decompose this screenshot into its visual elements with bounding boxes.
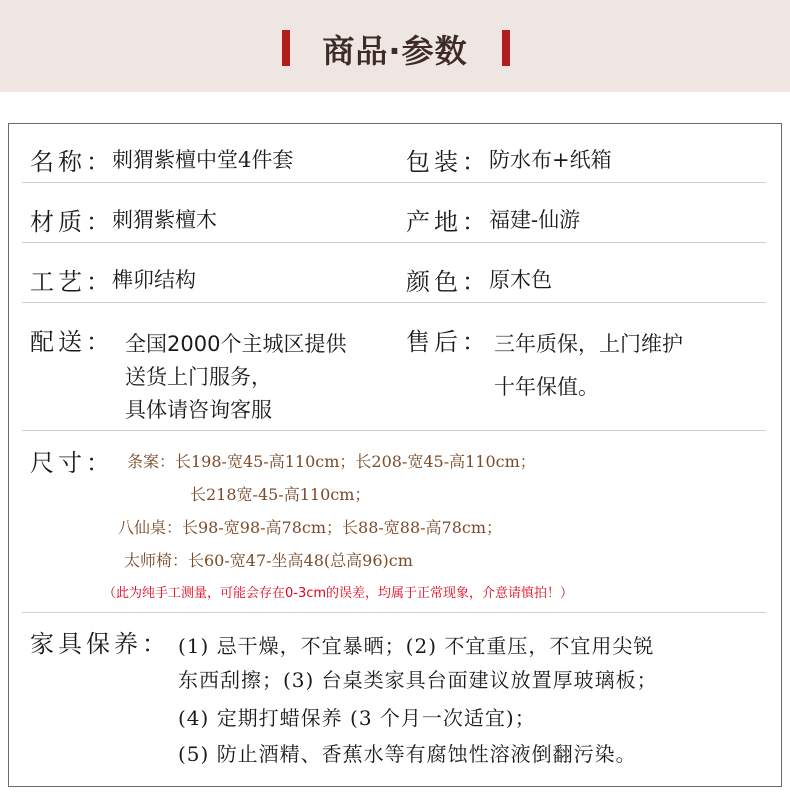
- care-line: 东西刮擦；(3) 台桌类家具台面建议放置厚玻璃板；: [178, 668, 658, 692]
- care-line: (4) 定期打蜡保养 (3 个月一次适宜)；: [178, 706, 536, 730]
- row-divider: [22, 430, 766, 431]
- care-line: (1) 忌干燥，不宜暴晒；(2) 不宜重压，不宜用尖锐: [178, 634, 655, 658]
- row-divider: [22, 242, 766, 243]
- material-label: 材质：: [30, 208, 114, 236]
- material-value: 刺猬紫檀木: [112, 208, 217, 232]
- right-accent-bar: [502, 30, 510, 66]
- delivery-line: 具体请咨询客服: [125, 398, 272, 422]
- aftersale-label: 售后：: [406, 328, 490, 356]
- section-title: 商品·参数: [322, 32, 468, 70]
- package-label: 包装：: [406, 148, 490, 176]
- care-label: 家具保养：: [30, 630, 170, 658]
- measurement-note: （此为纯手工测量，可能会存在0-3cm的误差，均属于正常现象，介意请慎拍！）: [103, 586, 574, 601]
- package-value: 防水布+纸箱: [489, 148, 612, 172]
- name-label: 名称：: [30, 148, 114, 176]
- delivery-label: 配送：: [30, 328, 114, 356]
- aftersale-line: 十年保值。: [494, 375, 599, 399]
- delivery-line: 全国2000个主城区提供: [125, 332, 347, 356]
- size-line-table: 条案：长198-宽45-高110cm；长208-宽45-高110cm；: [127, 452, 536, 471]
- size-line-table-2: 长218宽-45-高110cm；: [190, 485, 371, 504]
- delivery-line: 送货上门服务，: [125, 365, 272, 389]
- section-header: [0, 0, 790, 92]
- row-divider: [22, 612, 766, 613]
- name-value: 刺猬紫檀中堂4件套: [112, 148, 294, 172]
- origin-value: 福建-仙游: [489, 208, 581, 232]
- origin-label: 产地：: [406, 208, 490, 236]
- size-line-chair: 太师椅：长60-宽47-坐高48(总高96)cm: [124, 551, 413, 570]
- row-divider: [22, 302, 766, 303]
- color-label: 颜色：: [406, 268, 490, 296]
- care-line: (5) 防止酒精、香蕉水等有腐蚀性溶液倒翻污染。: [178, 742, 637, 766]
- color-value: 原木色: [489, 268, 552, 292]
- aftersale-line: 三年质保，上门维护: [494, 332, 683, 356]
- size-label: 尺寸：: [30, 449, 114, 477]
- craft-label: 工艺：: [30, 268, 114, 296]
- craft-value: 榫卯结构: [112, 268, 196, 292]
- row-divider: [22, 182, 766, 183]
- size-line-square-table: 八仙桌：长98-宽98-高78cm；长88-宽88-高78cm；: [118, 518, 503, 537]
